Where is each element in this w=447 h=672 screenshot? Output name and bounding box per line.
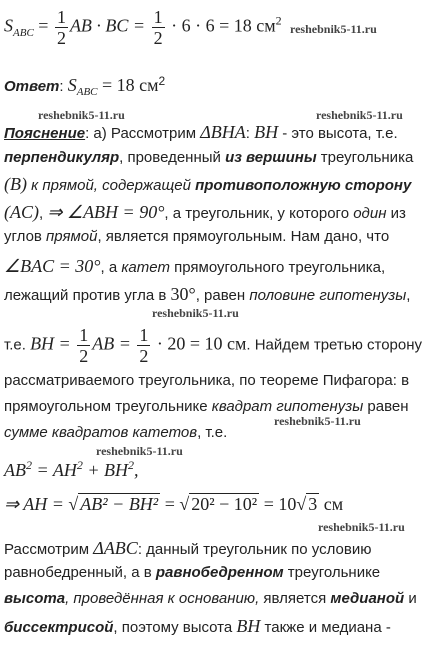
italic-text: , проведённая к основанию, [65, 590, 260, 607]
bold-term: противоположную сторону [195, 177, 412, 194]
italic-text: катет [121, 259, 170, 276]
math: = 10√ [259, 494, 307, 514]
watermark: reshebnik5-11.ru [38, 108, 125, 122]
ah-formula [4, 494, 343, 515]
text: треугольнике [283, 564, 381, 581]
denominator: 2 [153, 28, 163, 48]
math: BH [236, 616, 261, 636]
math: (B) [4, 174, 27, 194]
text: , а треугольник, у которого [164, 205, 354, 222]
superscript: 2 [127, 458, 134, 472]
bold-term: перпендикуляр [4, 149, 120, 166]
math: (AC) [4, 202, 39, 222]
denominator: 2 [139, 346, 149, 366]
fraction-half [55, 8, 68, 47]
explanation-line-3 [4, 174, 411, 195]
math: ∠BAC = 30° [4, 256, 101, 276]
formula-tail: · 6 · 6 = 18 см [166, 15, 276, 36]
text: лежащий против угла в [4, 287, 171, 304]
bold-term: из вершины [225, 149, 317, 166]
math: 30° [170, 284, 196, 304]
text: треугольника [316, 149, 414, 166]
text: , [39, 205, 48, 222]
italic-text: прямой [46, 228, 98, 245]
italic-text: сумме квадратов катетов [4, 424, 198, 441]
area-subscript: ABC [76, 86, 98, 98]
explanation-line-1 [4, 122, 398, 143]
math: AB = [92, 333, 136, 354]
explanation-line-2 [4, 149, 413, 166]
superscript: 2 [158, 74, 166, 88]
math: AB [4, 460, 26, 480]
fraction-half [77, 326, 90, 365]
pythagoras-formula [4, 458, 138, 481]
text: является [259, 590, 331, 607]
explanation-line-9 [4, 372, 409, 389]
math: BH [254, 122, 279, 142]
superscript: 2 [275, 13, 282, 28]
explanation-line-5 [4, 228, 389, 245]
explanation-line-15 [4, 616, 391, 637]
text: , а [100, 259, 122, 276]
bold-term: биссектрисой [4, 619, 114, 636]
text: , [406, 287, 411, 304]
bold-term: высота [4, 590, 66, 607]
superscript: 2 [26, 458, 32, 472]
math: · 20 = 10 см [152, 333, 247, 354]
text: , т.е. [197, 424, 228, 441]
answer-value: = 18 см [97, 75, 159, 95]
explanation-line-14 [4, 590, 417, 607]
explanation-line-13 [4, 564, 380, 581]
text: : [245, 125, 255, 142]
bold-term: медианой [330, 590, 405, 607]
numerator: 1 [139, 325, 149, 345]
numerator: 1 [153, 7, 163, 27]
radicand: 3 [308, 494, 318, 514]
numerator: 1 [56, 7, 66, 27]
text: из [386, 205, 406, 222]
explanation-line-8 [4, 326, 422, 365]
area-formula [4, 8, 282, 47]
text: равен [363, 398, 409, 415]
explanation-line-4 [4, 202, 406, 223]
answer-label: Ответ [4, 78, 60, 95]
watermark: reshebnik5-11.ru [96, 444, 183, 458]
math: ΔABC [93, 538, 138, 558]
math: ⇒ ∠ABH = 90° [47, 202, 165, 222]
explanation-line-12 [4, 538, 371, 559]
equals: = [33, 15, 53, 36]
superscript: 2 [76, 458, 83, 472]
text: , проведенный [119, 149, 226, 166]
italic-text: половине гипотенузы [249, 287, 407, 304]
radicand: 20² − 10² [191, 494, 258, 514]
math: = √ [160, 494, 190, 514]
answer-line [4, 74, 165, 98]
text: также и медиана - [260, 619, 391, 636]
math: , [133, 460, 139, 480]
explanation-line-11 [4, 424, 227, 441]
explanation-label: Пояснение [4, 125, 86, 142]
text: т.е. [4, 336, 31, 354]
watermark: reshebnik5-11.ru [274, 414, 361, 428]
text: Рассмотрим [4, 541, 94, 558]
text: : а) Рассмотрим [85, 125, 201, 142]
text: прямоугольном треугольнике [4, 398, 212, 415]
watermark: reshebnik5-11.ru [290, 22, 377, 36]
explanation-line-7 [4, 284, 410, 305]
denominator: 2 [79, 346, 89, 366]
numerator: 1 [79, 325, 89, 345]
text: , равен [195, 287, 250, 304]
text: , является прямоугольным. Нам дано, что [97, 228, 390, 245]
text: равнобедренный, а в [4, 564, 156, 581]
fraction-half-2 [137, 326, 150, 365]
watermark: reshebnik5-11.ru [152, 306, 239, 320]
bold-term: равнобедренном [155, 564, 284, 581]
denominator: 2 [56, 28, 66, 48]
math: = AH [32, 460, 77, 480]
math: + BH [82, 460, 128, 480]
fraction-half-2 [152, 8, 165, 47]
area-subscript: ABC [13, 27, 34, 40]
italic-text: один [353, 205, 387, 222]
area-symbol: S [4, 15, 13, 36]
text: - это высота, т.е. [278, 125, 398, 142]
italic-text: к прямой, содержащей [26, 177, 196, 194]
text: рассматриваемого треугольника, по теореме Пифагора: в [4, 372, 410, 389]
colon: : [59, 78, 68, 95]
watermark: reshebnik5-11.ru [318, 520, 405, 534]
text: . Найдем третью сторону [246, 336, 423, 354]
text: : данный треугольник по условию [137, 541, 372, 558]
watermark: reshebnik5-11.ru [316, 108, 403, 122]
text: углов [4, 228, 47, 245]
math: ⇒ AH = √ [4, 494, 79, 514]
text: , поэтому высота [113, 619, 237, 636]
text: и [404, 590, 417, 607]
area-symbol: S [67, 75, 77, 95]
math: см [319, 494, 344, 514]
radicand: AB² − BH² [80, 494, 159, 514]
explanation-line-6 [4, 256, 385, 277]
math: BH = [30, 333, 76, 354]
formula-middle: AB · BC = [69, 15, 150, 36]
text: прямоугольного треугольника, [169, 259, 386, 276]
italic-text: квадрат гипотенузы [211, 398, 364, 415]
math: ΔBHA [200, 122, 246, 142]
explanation-line-10 [4, 398, 409, 415]
